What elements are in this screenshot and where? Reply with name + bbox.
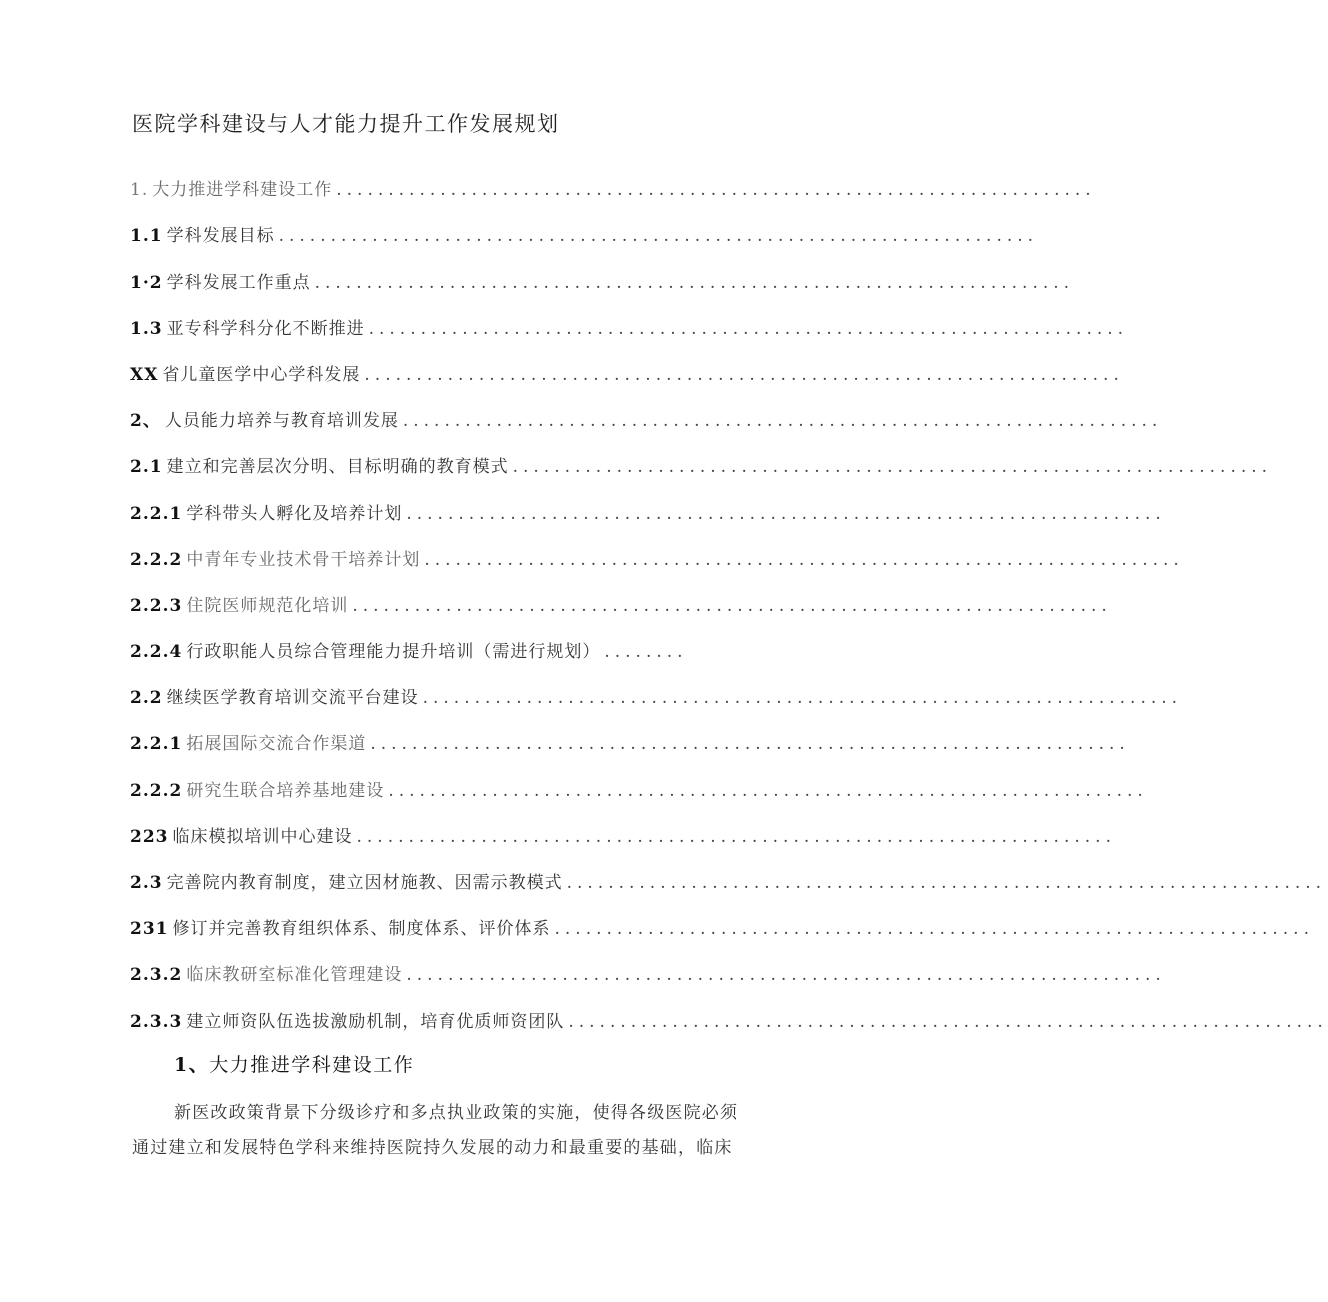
toc-entry-title: 省儿童医学中心学科发展 <box>162 364 361 385</box>
toc-entry-title: 行政职能人员综合管理能力提升培训（需进行规划） <box>186 642 601 663</box>
toc-leader-dots: ......................................................................... <box>568 1011 1328 1032</box>
toc-entry-number: 2.2.2 <box>130 780 183 801</box>
toc-entry-number: 2.3.3 <box>130 1011 183 1032</box>
toc-entry-number: 1. <box>130 180 149 201</box>
toc-leader-dots: ........ <box>604 642 688 663</box>
toc-entry-title: 大力推进学科建设工作 <box>152 180 333 201</box>
toc-entry[interactable] <box>130 154 1096 201</box>
toc-entry-title: 修订并完善教育组织体系、制度体系、评价体系 <box>172 919 551 940</box>
toc-entry[interactable] <box>130 662 1183 709</box>
toc-entry[interactable] <box>130 200 1039 247</box>
toc-entry-title: 学科发展目标 <box>166 226 275 247</box>
section-heading-number: 1、 <box>174 1054 210 1076</box>
toc-entry-number: 2.2.3 <box>130 595 183 616</box>
toc-entry-title: 继续医学教育培训交流平台建设 <box>166 688 419 709</box>
toc-entry[interactable] <box>130 847 1327 893</box>
toc-leader-dots: ......................................................................... <box>352 595 1112 616</box>
toc-leader-dots: ......................................................................... <box>356 826 1116 847</box>
toc-entry-title: 临床教研室标准化管理建设 <box>186 965 403 986</box>
toc-leader-dots: ......................................................................... <box>422 688 1183 709</box>
toc-leader-dots: ......................................................................... <box>566 873 1327 893</box>
toc-leader-dots: ......................................................................... <box>406 503 1166 524</box>
toc-leader-dots: ......................................................................... <box>368 318 1129 339</box>
toc-entry[interactable] <box>130 431 1273 478</box>
toc-leader-dots: ......................................................................... <box>402 411 1163 432</box>
toc-entry-title: 拓展国际交流合作渠道 <box>186 734 367 755</box>
toc-entry-number: XX <box>130 364 159 385</box>
toc-entry[interactable] <box>130 939 1166 986</box>
toc-leader-dots: ......................................................................... <box>336 180 1096 201</box>
toc-leader-dots: ......................................................................... <box>424 549 1184 570</box>
toc-entry-title: 人员能力培养与教育培训发展 <box>164 411 399 432</box>
toc-entry-number: 1·2 <box>130 272 163 293</box>
toc-leader-dots: ......................................................................... <box>388 780 1148 801</box>
toc-entry[interactable] <box>130 754 1148 801</box>
toc-entry-number: 2.2.1 <box>130 734 183 755</box>
toc-entry[interactable] <box>130 985 1328 1032</box>
toc-entry-number: 2.1 <box>130 457 163 478</box>
toc-entry[interactable] <box>130 293 1129 339</box>
toc-entry[interactable] <box>130 708 1130 755</box>
toc-entry[interactable] <box>130 339 1124 385</box>
toc-entry-title: 住院医师规范化培训 <box>186 595 349 616</box>
body-paragraph <box>132 1096 792 1166</box>
table-of-contents <box>130 154 1328 1032</box>
toc-entry[interactable] <box>130 570 1112 616</box>
paragraph-line: 通过建立和发展特色学科来维持医院持久发展的动力和最重要的基础，临床 <box>132 1138 733 1158</box>
toc-entry-number: 2.3 <box>130 873 163 893</box>
toc-leader-dots: ......................................................................... <box>554 919 1314 940</box>
toc-leader-dots: ......................................................................... <box>406 965 1166 986</box>
paragraph-line: 新医改政策背景下分级诊疗和多点执业政策的实施，使得各级医院必须 <box>174 1103 739 1123</box>
toc-entry-title: 建立师资队伍选拔激励机制，培育优质师资团队 <box>186 1011 565 1032</box>
toc-leader-dots: ......................................................................... <box>278 226 1039 247</box>
toc-entry-number: 2.2.2 <box>130 549 183 570</box>
section-heading <box>174 1050 414 1077</box>
toc-entry-title: 临床模拟培训中心建设 <box>172 826 353 847</box>
toc-entry-title: 完善院内教育制度，建立因材施教、因需示教模式 <box>166 873 563 893</box>
toc-entry-title: 研究生联合培养基地建设 <box>186 780 385 801</box>
toc-leader-dots: ......................................................................... <box>314 272 1075 293</box>
toc-entry[interactable] <box>130 801 1116 847</box>
toc-entry-title: 学科发展工作重点 <box>166 272 311 293</box>
toc-entry-title: 中青年专业技术骨干培养计划 <box>186 549 421 570</box>
toc-entry-number: 2.2.4 <box>130 642 183 663</box>
section-heading-title: 大力推进学科建设工作 <box>209 1054 415 1076</box>
toc-leader-dots: ......................................................................... <box>370 734 1130 755</box>
toc-entry[interactable] <box>130 246 1075 293</box>
toc-entry-title: 建立和完善层次分明、目标明确的教育模式 <box>166 457 509 478</box>
toc-entry-number: 2、 <box>130 411 161 432</box>
toc-leader-dots: ......................................................................... <box>512 457 1273 478</box>
toc-entry[interactable] <box>130 524 1184 570</box>
toc-entry-number: 2.3.2 <box>130 965 183 986</box>
toc-entry-number: 2.2.1 <box>130 503 183 524</box>
toc-entry-number: 231 <box>130 919 169 940</box>
toc-leader-dots: ......................................................................... <box>364 364 1124 385</box>
toc-entry[interactable] <box>130 893 1314 940</box>
toc-entry-title: 学科带头人孵化及培养计划 <box>186 503 403 524</box>
document-title: 医院学科建设与人才能力提升工作发展规划 <box>132 112 560 136</box>
toc-entry-number: 2.2 <box>130 688 163 709</box>
toc-entry[interactable] <box>130 477 1166 524</box>
toc-entry-number: 1.3 <box>130 318 163 339</box>
toc-entry-number: 1.1 <box>130 226 163 247</box>
toc-entry[interactable] <box>130 385 1163 432</box>
toc-entry[interactable] <box>130 616 762 662</box>
toc-entry-title: 亚专科学科分化不断推进 <box>166 318 365 339</box>
toc-entry-number: 223 <box>130 826 169 847</box>
